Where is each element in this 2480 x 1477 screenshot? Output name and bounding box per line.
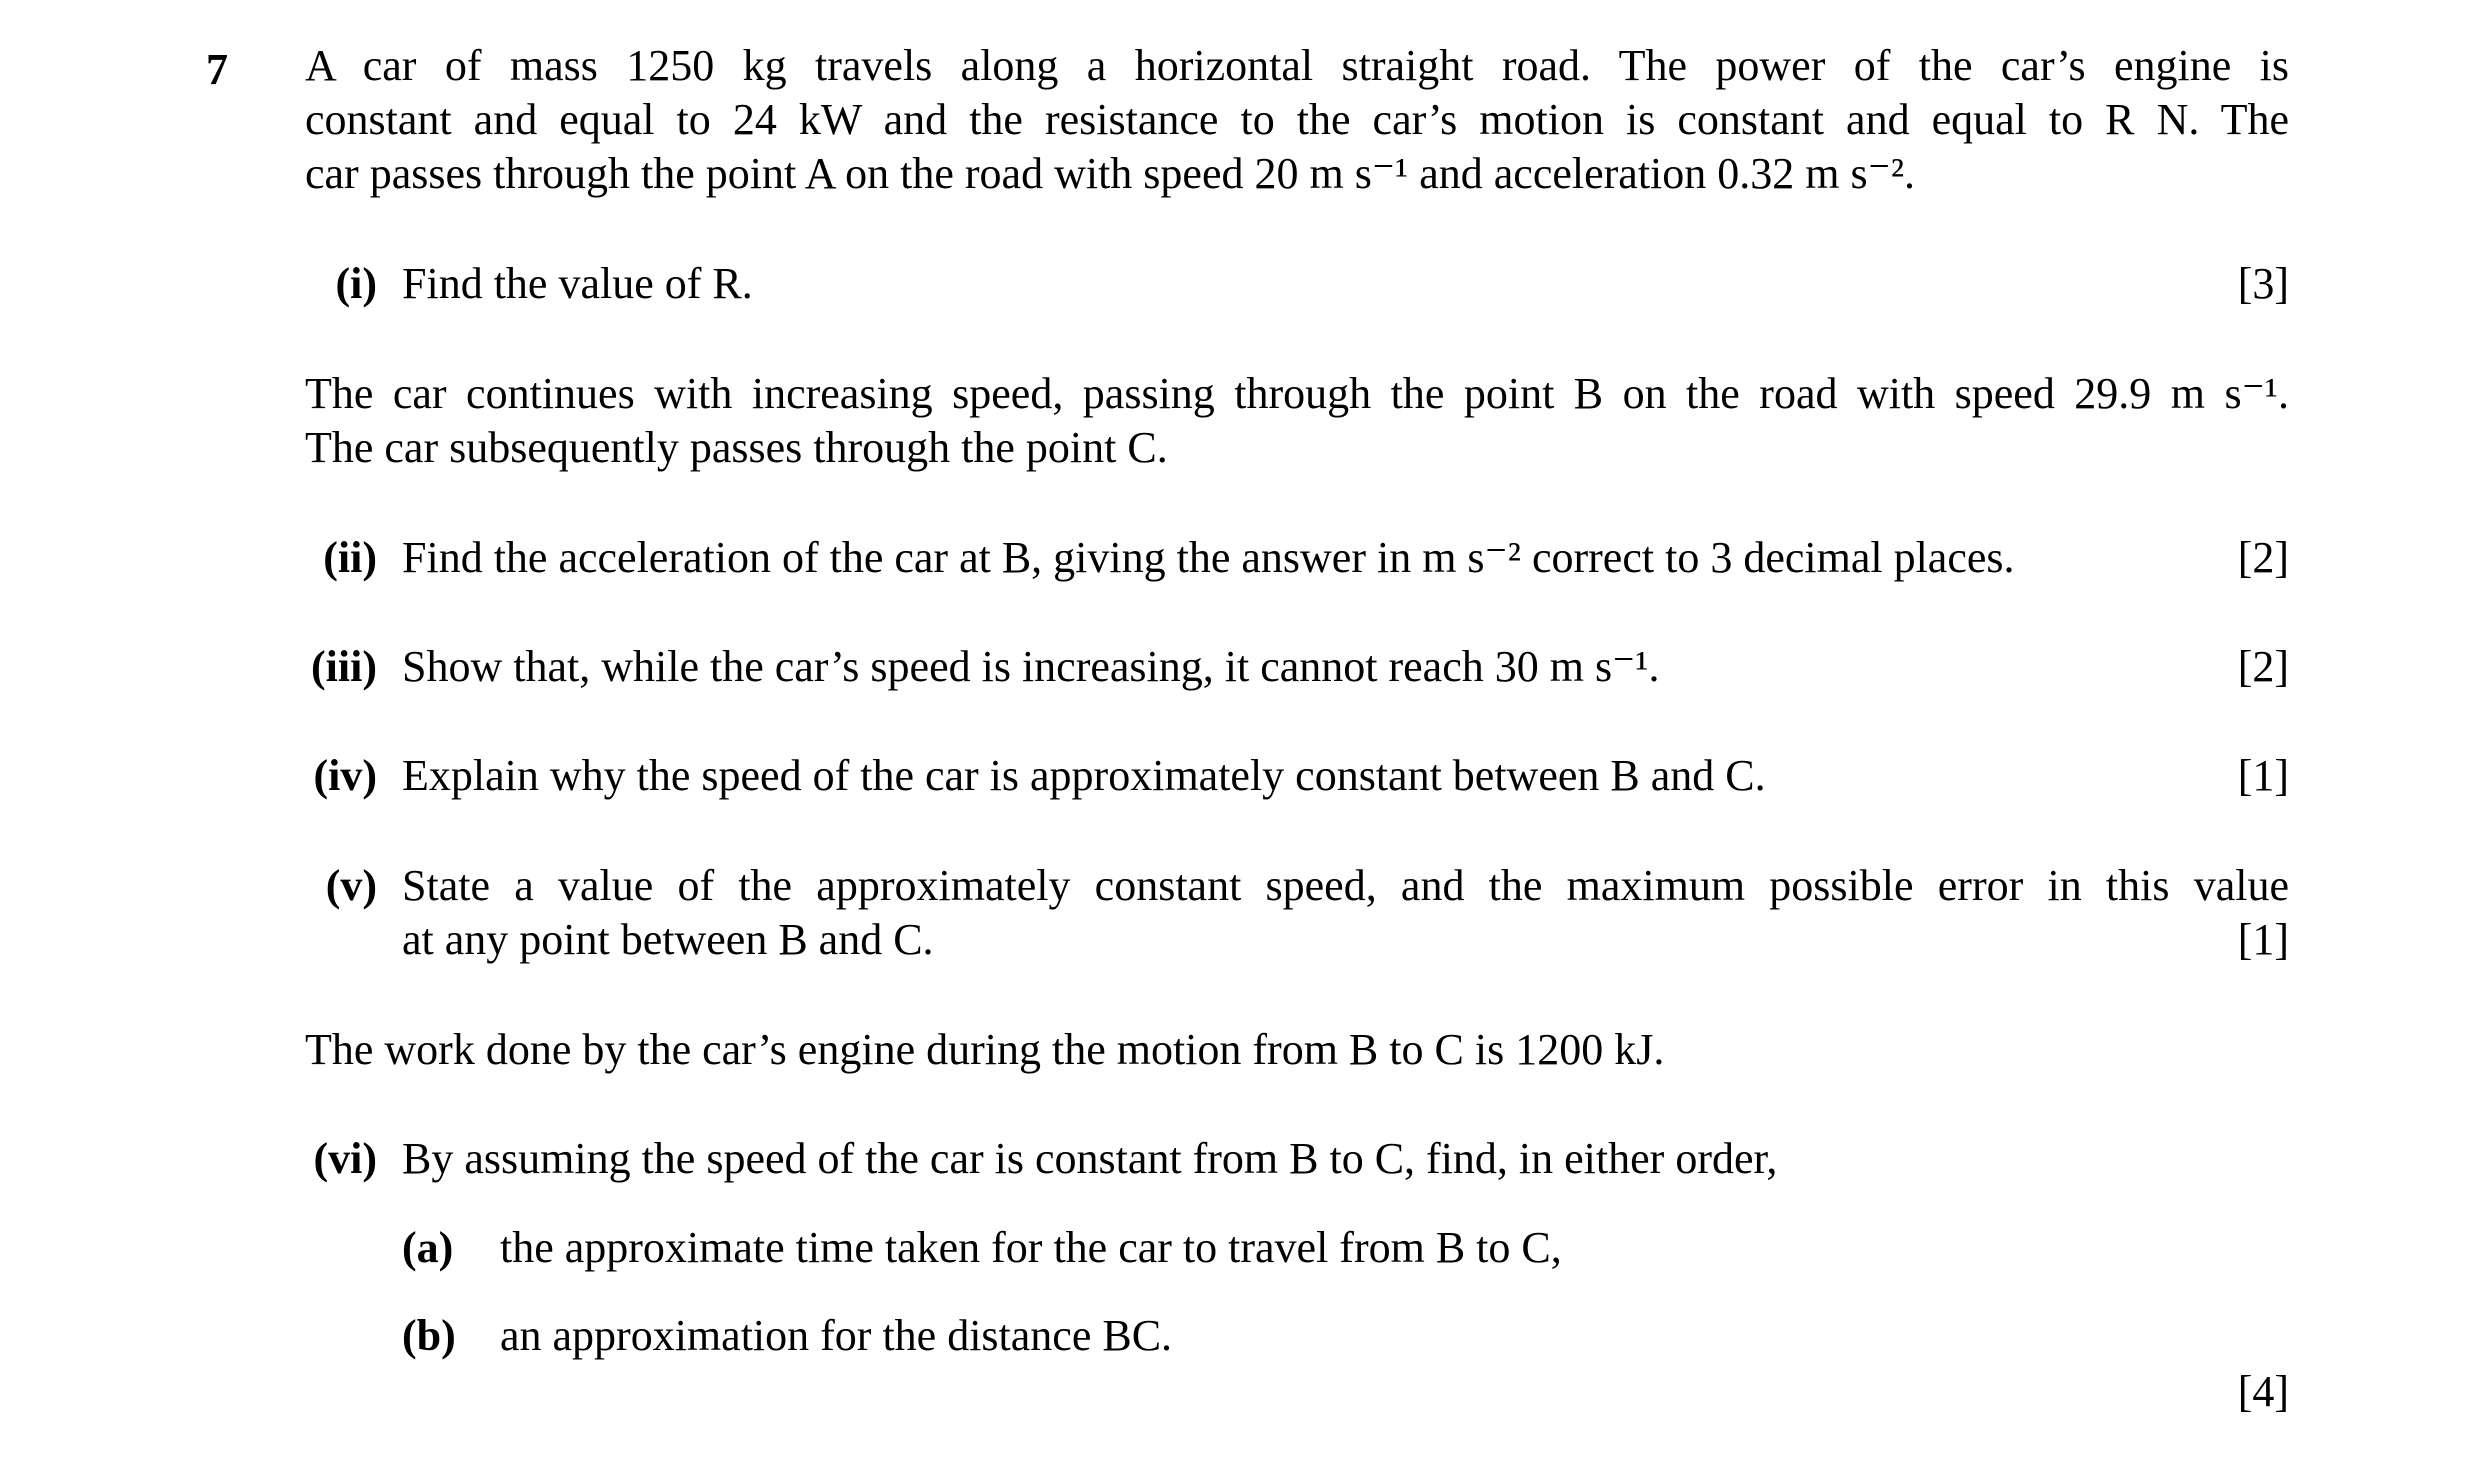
intro-line-1: A car of mass 1250 kg travels along a horizontal straight road. The power of the car’s engine is <box>305 41 2289 90</box>
part-iii-label: (iii) <box>311 642 377 691</box>
part-ii-text: Find the acceleration of the car at B, giving the answer in m s⁻² correct to 3 decimal places. <box>402 533 2015 582</box>
part-vi-label: (vi) <box>313 1134 377 1183</box>
continuation-1-line-1: The car continues with increasing speed, passing through the point B on the road with speed 29.9 m s⁻¹. <box>305 369 2289 418</box>
continuation-1-line-2: The car subsequently passes through the point C. <box>305 423 1168 472</box>
part-ii-marks: [2] <box>2237 533 2289 582</box>
part-iii-marks: [2] <box>2237 642 2289 691</box>
part-vi-a-text: the approximate time taken for the car to travel from B to C, <box>500 1223 1562 1272</box>
part-v-label: (v) <box>325 861 377 910</box>
part-v-text-line-1: State a value of the approximately constant speed, and the maximum possible error in this value <box>402 861 2289 910</box>
part-vi-b-text: an approximation for the distance BC. <box>500 1311 1173 1360</box>
intro-line-2: constant and equal to 24 kW and the resistance to the car’s motion is constant and equal to R N. The <box>305 95 2289 144</box>
part-vi-marks: [4] <box>2237 1367 2289 1416</box>
part-iii-text: Show that, while the car’s speed is increasing, it cannot reach 30 m s⁻¹. <box>402 642 1660 691</box>
part-v-text-line-2: at any point between B and C. <box>402 915 934 964</box>
continuation-2: The work done by the car’s engine during the motion from B to C is 1200 kJ. <box>305 1025 1665 1074</box>
part-iv-text: Explain why the speed of the car is approximately constant between B and C. <box>402 751 1766 800</box>
part-iv-label: (iv) <box>313 751 377 800</box>
part-vi-b-label: (b) <box>402 1311 456 1360</box>
part-vi-a-label: (a) <box>402 1223 454 1272</box>
part-i-marks: [3] <box>2237 259 2289 308</box>
part-ii-label: (ii) <box>323 533 377 582</box>
part-i-text: Find the value of R. <box>402 259 753 308</box>
intro-line-3: car passes through the point A on the road with speed 20 m s⁻¹ and acceleration 0.32 m s⁻². <box>305 149 1916 198</box>
part-vi-text: By assuming the speed of the car is constant from B to C, find, in either order, <box>402 1134 1778 1183</box>
question-number: 7 <box>206 45 228 94</box>
part-i-label: (i) <box>335 259 377 308</box>
part-v-marks: [1] <box>2237 915 2289 964</box>
part-iv-marks: [1] <box>2237 751 2289 800</box>
